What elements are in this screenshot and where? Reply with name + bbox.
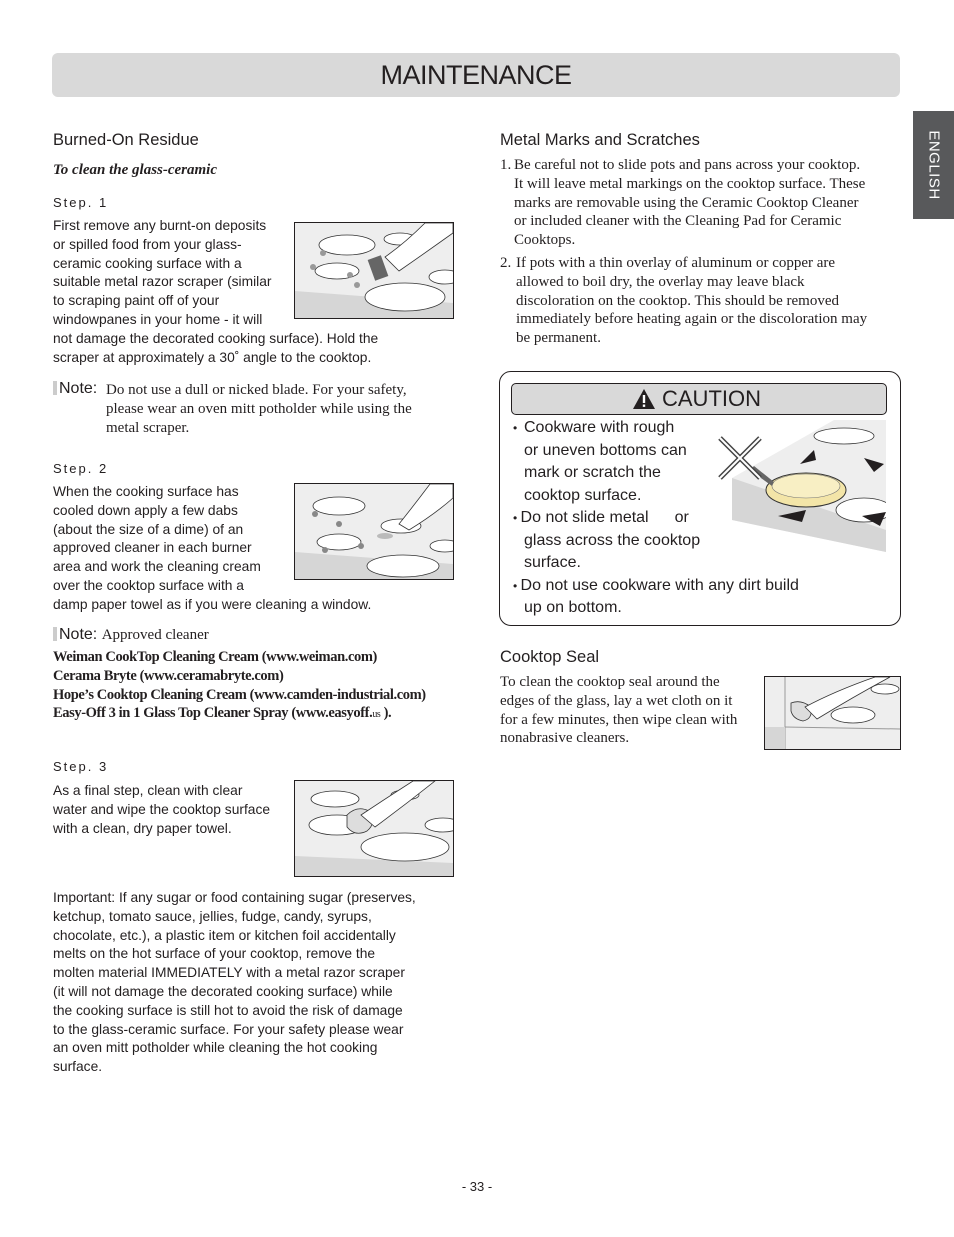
metal-marks-item-1: 1. Be careful not to slide pots and pans across your cooktop. It will leave metal markings on the cooktop surface. These marks are removable using the Ceramic Cooktop Cleaner or included cleaner with the Cleaning Pad for Ceramic Cooktops.	[500, 157, 866, 249]
important-note: Important: If any sugar or food containing sugar (preserves, ketchup, tomato sauce, jellies, fudge, candy, syrups, chocolate, etc.), a plastic item or kitchen foil accidentally melts on the hot surface of your cooktop, remove the molten material IMMEDIATELY with a metal razor scraper (it will not damage the decorated cooking surface) while the cooking surface is still hot to avoid the risk of damage to the glass-ceramic surface. For your safety please wear an oven mitt potholder while cleaning the hot cooking surface.	[53, 890, 416, 1075]
step3-label: Step. 3	[53, 759, 109, 774]
step2-text: When the cooking surface has cooled down apply a few dabs (about the size of a dime) of an approved cleaner in each burner area and work the cleaning cream over the cooktop surface with a damp paper towel as if you were cleaning a window.	[53, 484, 372, 612]
cross-out-icon	[720, 438, 760, 478]
warning-icon	[632, 388, 656, 410]
burned-on-subheading: To clean the glass-ceramic	[53, 162, 218, 178]
step1-label: Step. 1	[53, 195, 109, 210]
note-marker-icon	[53, 627, 57, 641]
caution-bullet: • Do not use cookware with any dirt build up on bottom.	[513, 576, 799, 616]
approved-cleaners-list	[53, 648, 473, 725]
cleaner-item: Easy-Off 3 in 1 Glass Top Cleaner Spray (www.easyoff.us ).	[53, 705, 392, 722]
step1-note-text: Do not use a dull or nicked blade. For your safety, please wear an oven mitt potholder while using the metal scraper.	[106, 382, 412, 436]
page-title-bar	[52, 53, 900, 97]
cooktop-seal-heading: Cooktop Seal	[500, 648, 600, 666]
cooktop-seal-illustration	[764, 676, 901, 750]
step2-label: Step. 2	[53, 461, 109, 476]
caution-illustration	[714, 420, 886, 553]
step2-note: Note: Approved cleaner	[53, 626, 353, 644]
cleaner-item: Weiman CookTop Cleaning Cream (www.weiman.com)	[53, 649, 377, 665]
step1-note: Note:	[53, 380, 453, 398]
step3-text: As a final step, clean with clear water and wipe the cooktop surface with a clean, dry paper towel.	[53, 783, 271, 836]
metal-marks-heading: Metal Marks and Scratches	[500, 131, 700, 149]
burned-on-heading: Burned-On Residue	[53, 131, 199, 149]
language-tab	[913, 111, 954, 219]
caution-header	[511, 383, 887, 415]
step1-text: First remove any burnt-on deposits or spilled food from your glass- ceramic cooking surface with a suitable metal razor scraper (similar to scraping paint off of your windowpanes in your home - it will not damage the decorated cooking surface). Hold the scraper at approximately a 30˚ angle to the cooktop.	[53, 218, 379, 365]
language-tab-label: ENGLISH	[925, 130, 942, 200]
caution-bullet: • Do not slide metal or glass across the cooktop surface.	[513, 509, 701, 571]
page-number: - 33 -	[461, 1179, 493, 1194]
cleaner-item: Cerama Bryte (www.ceramabryte.com)	[53, 667, 284, 684]
cleaner-item: Hope’s Cooktop Cleaning Cream (www.camden-industrial.com)	[53, 686, 426, 703]
cooktop-seal-text: To clean the cooktop seal around the edges of the glass, lay a wet cloth on it for a few minutes, then wipe clean with nonabrasive cleaners.	[500, 674, 738, 747]
caution-title: CAUTION	[662, 386, 761, 411]
step2-illustration	[294, 483, 454, 580]
note-marker-icon	[53, 381, 57, 395]
step3-illustration	[294, 780, 454, 877]
page-title: MAINTENANCE	[380, 60, 572, 90]
metal-marks-item-2: 2. If pots with a thin overlay of aluminum or copper are allowed to boil dry, the overlay may leave black discoloration on the cooktop. This should be removed immediately before heating again or the discoloration may be permanent.	[500, 255, 868, 347]
caution-bullet: • Cookware with rough or uneven bottoms can mark or scratch the cooktop surface.	[513, 419, 687, 504]
step1-illustration	[294, 222, 454, 319]
